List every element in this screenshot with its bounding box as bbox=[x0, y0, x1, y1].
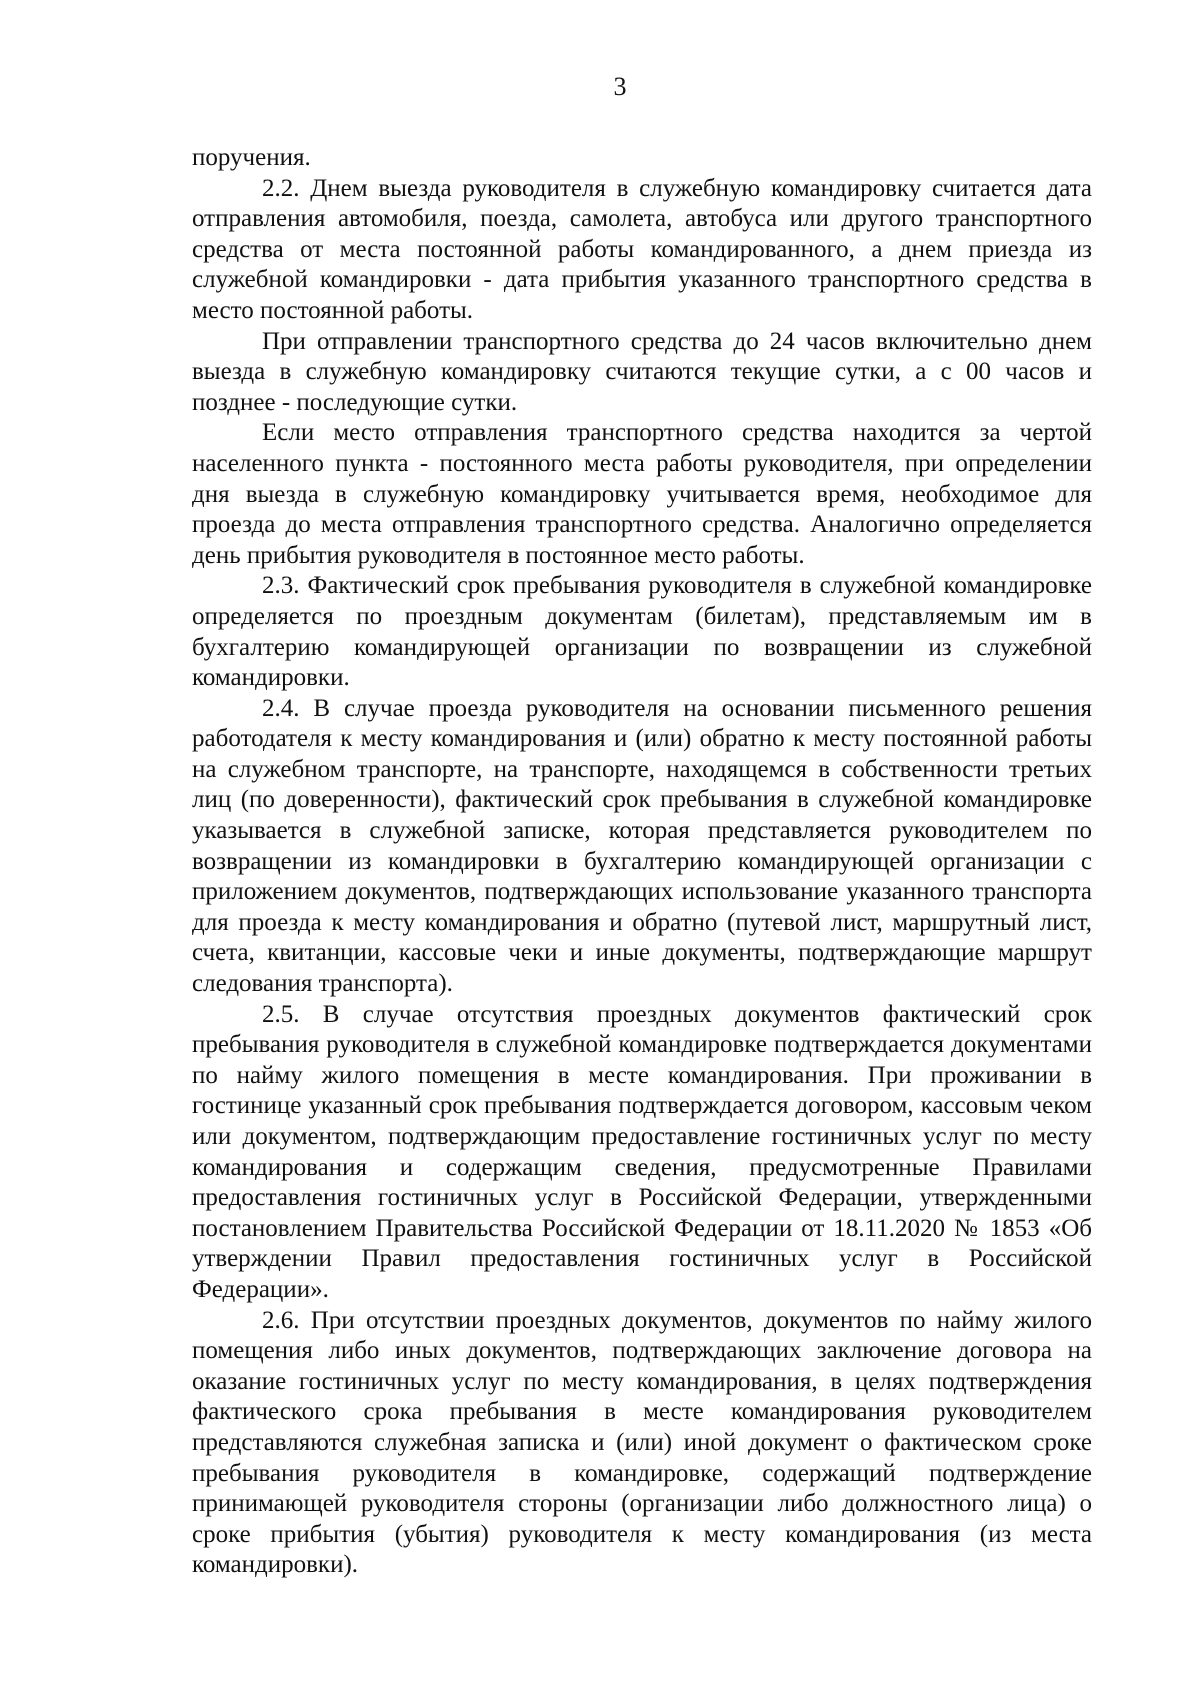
paragraph-continuation: поручения. bbox=[192, 144, 311, 171]
paragraph-2-2-departure-time: При отправлении транспортного средства до 24 часов включительно днем выезда в служебную командировку считаются текущие сутки, а с 00 часов и позднее - последующие сутки. bbox=[192, 327, 1092, 416]
paragraph-2-6: 2.6. При отсутствии проездных документов, документов по найму жилого помещения либо иных документов, подтверждающих заключение договора на оказание гостиничных услуг по месту командирования, в целях подтверждения фактического срока пребывания в месте командирования руководителем представляются служебная записка и (или) иной документ о фактическом сроке пребывания руководителя в командировке, содержащий подтверждение принимающей руководителя стороны (организации либо должностного лица) о сроке прибытия (убытия) руководителя к месту командирования (из места командировки). bbox=[192, 1306, 1092, 1579]
document-body bbox=[192, 143, 1092, 1581]
page-number: 3 bbox=[613, 72, 627, 101]
paragraph-2-2: 2.2. Днем выезда руководителя в служебную командировку считается дата отправления автомобиля, поезда, самолета, автобуса или другого транспортного средства от места постоянной работы командированного, а днем приезда из служебной командировки - дата прибытия указанного транспортного средства в место постоянной работы. bbox=[192, 174, 1092, 324]
paragraph-2-3: 2.3. Фактический срок пребывания руководителя в служебной командировке определяется по проездным документам (билетам), представляемым им в бухгалтерию командирующей организации по возвращении из служебной командировки. bbox=[192, 572, 1092, 692]
paragraph-2-4: 2.4. В случае проезда руководителя на основании письменного решения работодателя к месту командирования и (или) обратно к месту постоянной работы на служебном транспорте, на транспорте, находящемся в собственности третьих лиц (по доверенности), фактический срок пребывания в служебной командировке указывается в служебной записке, которая представляется руководителем по возвращении из командировки в бухгалтерию командирующей организации с приложением документов, подтверждающих использование указанного транспорта для проезда к месту командирования и обратно (путевой лист, маршрутный лист, счета, квитанции, кассовые чеки и иные документы, подтверждающие маршрут следования транспорта). bbox=[192, 694, 1092, 998]
paragraph-2-2-outside-settlement: Если место отправления транспортного средства находится за чертой населенного пункта - постоянного места работы руководителя, при определении дня выезда в служебную командировку учитывается время, необходимое для проезда до места отправления транспортного средства. Аналогично определяется день прибытия руководителя в постоянное место работы. bbox=[192, 419, 1092, 569]
paragraph-2-5: 2.5. В случае отсутствия проездных документов фактический срок пребывания руководителя в служебной командировке подтверждается документами по найму жилого помещения в месте командирования. При проживании в гостинице указанный срок пребывания подтверждается договором, кассовым чеком или документом, подтверждающим предоставление гостиничных услуг по месту командирования и содержащим сведения, предусмотренные Правилами предоставления гостиничных услуг в Российской Федерации, утвержденными постановлением Правительства Российской Федерации от 18.11.2020 № 1853 «Об утверждении Правил предоставления гостиничных услуг в Российской Федерации». bbox=[192, 1000, 1092, 1303]
